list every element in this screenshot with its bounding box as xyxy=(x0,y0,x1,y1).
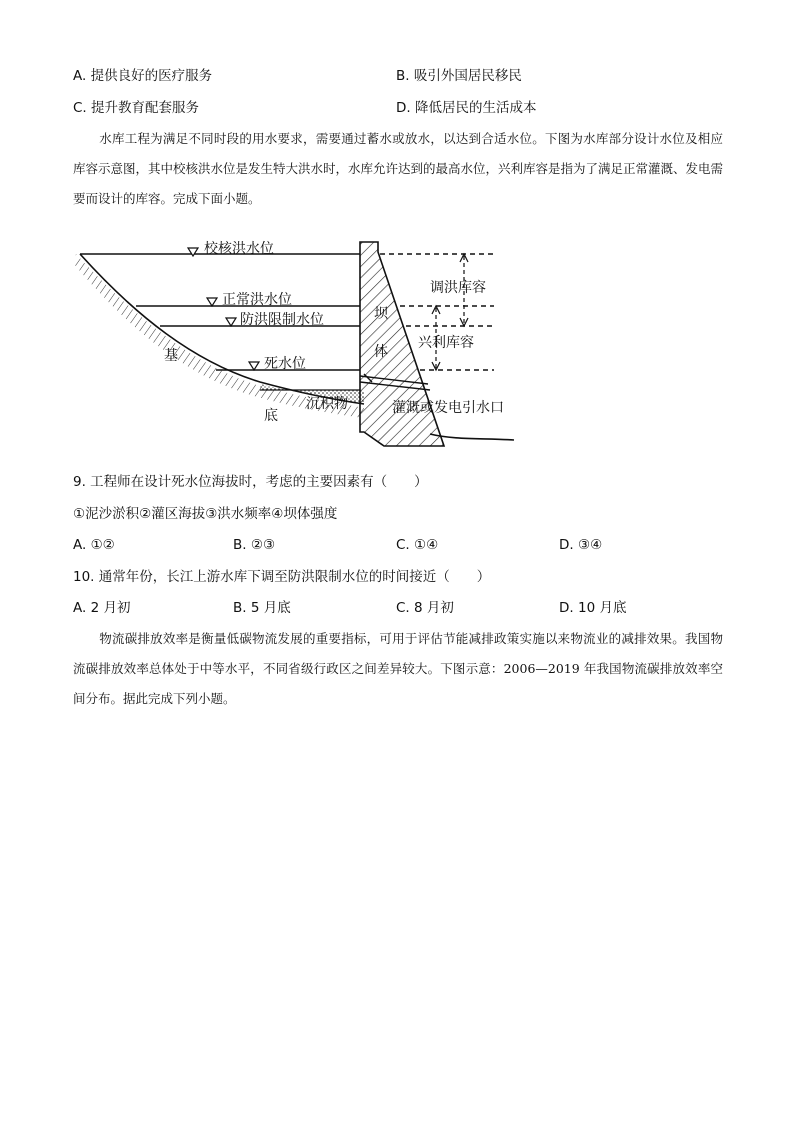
q10-stem: 10. 通常年份，长江上游水库下调至防洪限制水位的时间接近（ ） xyxy=(73,569,491,585)
label-dead-level: 死水位 xyxy=(264,356,306,372)
q10-option-d: D. 10 月底 xyxy=(559,600,627,616)
reservoir-passage xyxy=(73,124,723,214)
q9-factors: ①泥沙淤积②灌区海拔③洪水频率④坝体强度 xyxy=(73,506,338,522)
label-base-2: 底 xyxy=(264,408,278,424)
label-useful-storage: 兴利库容 xyxy=(418,335,474,351)
q9-option-b: B. ②③ xyxy=(233,537,276,553)
q8-option-d: D. 降低居民的生活成本 xyxy=(396,100,537,116)
normal-flood-marker-icon xyxy=(207,298,217,306)
logistics-passage xyxy=(73,624,723,714)
label-dam-2: 体 xyxy=(374,344,388,360)
logistics-passage-text: 物流碳排放效率是衡量低碳物流发展的重要指标，可用于评估节能减排政策实施以来物流业的减排效果。我国物流碳排放效率总体处于中等水平，不同省级行政区之间差异较大。下图示意：2006—2019 年我国物流碳排放效率空间分布。据此完成下列小题。 xyxy=(73,631,723,706)
q9-stem: 9. 工程师在设计死水位海拔时，考虑的主要因素有（ ） xyxy=(73,474,428,490)
q10-option-b: B. 5 月底 xyxy=(233,600,291,616)
reservoir-diagram xyxy=(74,236,520,450)
label-normal-flood: 正常洪水位 xyxy=(222,292,292,308)
q8-option-b: B. 吸引外国居民移民 xyxy=(396,68,522,84)
q8-option-c: C. 提升教育配套服务 xyxy=(73,100,200,116)
q9-option-a: A. ①② xyxy=(73,537,115,553)
label-intake: 灌溉或发电引水口 xyxy=(392,400,504,416)
label-base-1: 基 xyxy=(164,348,178,364)
check-flood-marker-icon xyxy=(188,248,198,256)
label-check-flood: 校核洪水位 xyxy=(204,241,274,257)
q8-option-a: A. 提供良好的医疗服务 xyxy=(73,68,213,84)
flood-limit-marker-icon xyxy=(226,318,236,326)
downstream-ground xyxy=(430,434,514,440)
label-sediment: 沉积物 xyxy=(306,396,348,412)
q10-option-c: C. 8 月初 xyxy=(396,600,454,616)
label-flood-storage: 调洪库容 xyxy=(430,280,486,296)
q10-option-a: A. 2 月初 xyxy=(73,600,131,616)
label-dam-1: 坝 xyxy=(374,306,388,322)
reservoir-passage-text: 水库工程为满足不同时段的用水要求，需要通过蓄水或放水，以达到合适水位。下图为水库部分设计水位及相应库容示意图，其中校核洪水位是发生特大洪水时，水库允许达到的最高水位，兴利库容是指为了满足正常灌溉、发电需要而设计的库容。完成下面小题。 xyxy=(73,131,724,206)
label-flood-limit: 防洪限制水位 xyxy=(240,312,324,328)
dead-level-marker-icon xyxy=(249,362,259,370)
q9-option-d: D. ③④ xyxy=(559,537,603,553)
q9-option-c: C. ①④ xyxy=(396,537,439,553)
